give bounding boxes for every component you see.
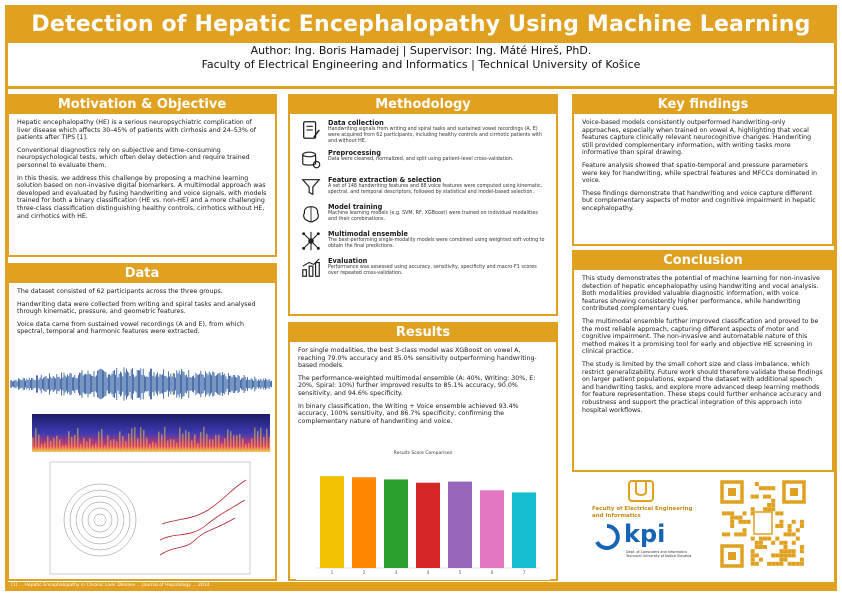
qr-module xyxy=(771,486,775,490)
qr-module xyxy=(767,503,771,507)
spectrogram-band xyxy=(182,434,184,452)
spectrogram-band xyxy=(164,427,166,452)
qr-module xyxy=(779,541,783,545)
qr-module xyxy=(779,511,783,515)
spectrogram-band xyxy=(191,440,193,452)
spectrogram-band xyxy=(50,441,52,452)
spectrogram-band xyxy=(131,428,133,452)
spectrogram-band xyxy=(92,445,94,452)
methodology-panel xyxy=(288,94,558,316)
qr-module xyxy=(779,553,783,557)
chart-tick-label: 7 xyxy=(522,570,526,575)
qr-module xyxy=(763,537,767,541)
hub-nodes-icon xyxy=(300,230,322,252)
qr-module xyxy=(800,562,804,566)
spectrogram-band xyxy=(215,435,217,452)
qr-module xyxy=(730,516,734,520)
qr-module xyxy=(755,545,759,549)
faculty-name: Faculty of Electrical Engineering and Informatics xyxy=(592,506,693,519)
qr-module xyxy=(759,545,763,549)
qr-module xyxy=(771,562,775,566)
qr-module xyxy=(755,553,759,557)
qr-module xyxy=(726,511,730,515)
key-findings-p3: These findings demonstrate that handwriting and voice capture different but complementary aspects of motor and cognitive impairment in hepatic encephalopathy. xyxy=(582,189,816,212)
footer-reference: [1] ... Hepatic Encephalopathy in Chronic Liver Disease ... Journal of Hepatology ... 2014 xyxy=(7,582,835,590)
qr-module xyxy=(755,541,759,545)
spectrogram-band xyxy=(242,438,244,452)
spectrogram-band xyxy=(254,428,256,452)
results-p2: The performance-weighted multimodal ensemble (A: 40%, Writing: 30%, E: 20%, Spiral: 10%) further improved results to 85.1% accuracy, 90.0% sensitivity, and 94.6% specificity. xyxy=(298,374,536,397)
spectrogram-band xyxy=(80,444,82,452)
results-heading: Results xyxy=(290,324,556,342)
method-step-ensemble xyxy=(300,230,546,252)
motivation-heading: Motivation & Objective xyxy=(9,96,275,114)
chart-bar xyxy=(512,492,536,568)
spectrogram-band xyxy=(176,443,178,452)
spectrogram-band xyxy=(59,439,61,452)
qr-module xyxy=(759,541,763,545)
spectrogram-band xyxy=(38,435,40,452)
kpi-subtitle: Dept. of Computers and Informatics Technical University of Košice Slovakia xyxy=(626,550,692,559)
chart-tick-label: 2 xyxy=(362,570,366,575)
spectrogram-band xyxy=(167,440,169,452)
qr-module xyxy=(788,562,792,566)
qr-module xyxy=(784,545,788,549)
qr-module xyxy=(759,486,763,490)
qr-module xyxy=(800,545,804,549)
spectrogram-band xyxy=(251,438,253,452)
qr-module xyxy=(738,532,742,536)
key-findings-body xyxy=(574,114,832,223)
spectrogram-band xyxy=(146,438,148,452)
qr-module xyxy=(751,549,755,553)
qr-module xyxy=(767,486,771,490)
authors-block xyxy=(7,44,835,72)
qr-module xyxy=(779,558,783,562)
data-p3: Voice data came from sustained vowel recordings (A and E), from which spectral, temporal and harmonic features were extracted. xyxy=(17,320,244,336)
qr-module xyxy=(751,537,755,541)
method-title: Evaluation xyxy=(328,257,368,266)
motivation-p3: In this thesis, we address this challenge by proposing a machine learning solution based on non-invasive digital biomarkers. A multimodal approach was developed and evaluated by fusing handwriting and voice signals, with models trained for both a binary classification (HE vs. non-HE) and a more challenging three-class classification distinguishing healthy controls, cirrhotics without HE, and cirrhotics with HE. xyxy=(17,174,267,220)
qr-module xyxy=(796,528,800,532)
kpi-logo-icon xyxy=(594,524,620,550)
motivation-panel xyxy=(7,94,277,257)
handwriting-spiral-plot xyxy=(10,460,272,578)
chart-bar xyxy=(352,477,376,568)
qr-module xyxy=(751,495,755,499)
motivation-p2: Conventional diagnostics rely on subjective and time-consuming neuropsychological tests, which often delay detection and require trained personnel to evaluate them. xyxy=(17,146,250,169)
qr-module xyxy=(775,537,779,541)
method-title: Preprocessing xyxy=(328,149,381,158)
qr-module xyxy=(796,537,800,541)
qr-module xyxy=(734,532,738,536)
qr-module xyxy=(788,532,792,536)
qr-module xyxy=(743,532,747,536)
results-p3: In binary classification, the Writing + Voice ensemble achieved 93.4% accuracy, 100% sensitivity, and 86.7% specificity, confirming the complementary nature of handwriting and voice. xyxy=(298,402,519,425)
qr-module xyxy=(763,495,767,499)
qr-module xyxy=(800,524,804,528)
chart-bar xyxy=(320,476,344,568)
qr-module xyxy=(779,524,783,528)
spectrogram-band xyxy=(158,432,160,452)
qr-module xyxy=(800,520,804,524)
spectrogram-band xyxy=(260,428,262,452)
spectrogram-band xyxy=(134,427,136,452)
spectrogram-band xyxy=(137,438,139,452)
qr-module xyxy=(722,532,726,536)
spectrogram-band xyxy=(47,436,49,452)
spectrogram-band xyxy=(233,435,235,452)
spectrogram-band xyxy=(173,440,175,452)
faculty-line: Faculty of Electrical Engineering and Informatics | Technical University of Košice xyxy=(201,58,641,71)
qr-module xyxy=(767,562,771,566)
spectrogram-band xyxy=(32,438,34,452)
spectrogram-band xyxy=(68,431,70,452)
chart-tick-label: 3 xyxy=(394,570,398,575)
kpi-label: kpi xyxy=(624,520,666,548)
spectrogram-band xyxy=(89,438,91,452)
qr-module xyxy=(743,520,747,524)
results-body xyxy=(290,342,556,435)
spectrogram-band xyxy=(257,431,259,452)
qr-module xyxy=(771,503,775,507)
qr-module xyxy=(779,549,783,553)
chart-tick-label: 4 xyxy=(426,570,430,575)
spectrogram-band xyxy=(122,436,124,452)
spectrogram-band xyxy=(227,429,229,452)
pdf-icon xyxy=(754,512,772,534)
qr-module xyxy=(796,562,800,566)
spectrogram-band xyxy=(263,437,265,452)
qr-module xyxy=(771,541,775,545)
spectrogram-band xyxy=(125,441,127,452)
spectrogram-band xyxy=(197,443,199,452)
faculty-logo-icon xyxy=(626,478,656,504)
qr-module xyxy=(767,507,771,511)
qr-module xyxy=(738,516,742,520)
qr-module xyxy=(767,537,771,541)
spectrogram-band xyxy=(224,438,226,452)
methodology-heading: Methodology xyxy=(290,96,556,114)
qr-module xyxy=(743,511,747,515)
spectrogram-band xyxy=(107,435,109,452)
spectrogram-band xyxy=(170,439,172,452)
conclusion-body xyxy=(574,270,832,424)
brain-network-icon xyxy=(300,203,322,225)
qr-module xyxy=(738,520,742,524)
chart-bar xyxy=(480,490,504,568)
spectrogram-band xyxy=(149,444,151,452)
spectrogram-band xyxy=(77,428,79,452)
chart-tick-label: 1 xyxy=(330,570,334,575)
method-step-feature-extraction xyxy=(300,176,546,198)
method-step-data-collection xyxy=(300,119,546,144)
conclusion-p3: The study is limited by the small cohort size and class imbalance, which restrict generalizability. Future work should therefore validate these findings on larger patient populations, expand the dataset with additional speech and handwriting tasks, and explore more advanced deep learning methods for feature representation. These steps could further enhance accuracy and robustness and support the practical integration of this approach into hospital workflows. xyxy=(582,360,823,414)
chart-bar xyxy=(416,483,440,568)
method-step-model-training xyxy=(300,203,546,225)
spectrogram-band xyxy=(74,435,76,452)
qr-module xyxy=(775,511,779,515)
spectrogram-band xyxy=(98,431,100,452)
spectrogram-band xyxy=(62,445,64,452)
methodology-body xyxy=(290,114,556,289)
key-findings-heading: Key findings xyxy=(574,96,832,114)
method-text: Machine learning models (e.g. SVM, RF, XGBoost) were trained on individual modalities and their combinations. xyxy=(328,211,538,223)
clipboard-pen-icon xyxy=(300,119,322,141)
conclusion-p1: This study demonstrates the potential of machine learning for non-invasive detection of hepatic encephalopathy using handwriting and vocal analysis. Both modalities provided valuable diagnostic information, with voice features showing consistently higher performance, while handwriting contributed complementary cues. xyxy=(582,275,820,313)
qr-module xyxy=(788,528,792,532)
qr-module xyxy=(755,495,759,499)
data-p2: Handwriting data were collected from writing and spiral tasks and analysed through kinematic, pressure, and geometric features. xyxy=(17,300,256,316)
spectrogram-band xyxy=(101,429,103,452)
spectrogram-band xyxy=(155,443,157,452)
spectrogram-band xyxy=(185,430,187,452)
spectrogram-band xyxy=(83,438,85,452)
spectrogram-band xyxy=(236,435,238,452)
key-findings-panel xyxy=(572,94,834,246)
qr-module xyxy=(751,553,755,557)
spectrogram-band xyxy=(110,440,112,452)
data-p1: The dataset consisted of 62 participants across the three groups. xyxy=(17,288,223,295)
spectrogram-band xyxy=(113,439,115,452)
qr-module xyxy=(730,520,734,524)
data-body xyxy=(9,283,275,346)
qr-module xyxy=(792,549,796,553)
spectrogram-band xyxy=(200,432,202,452)
qr-module xyxy=(743,528,747,532)
qr-module xyxy=(779,562,783,566)
qr-module xyxy=(788,553,792,557)
spectrogram-band xyxy=(179,428,181,452)
qr-module xyxy=(747,520,751,524)
method-text: A set of 148 handwriting features and 88 voice features were computed using kinematic, spectral, and temporal descriptors, followed by statistical and model-based selection. xyxy=(328,184,543,196)
spectrogram-band xyxy=(104,445,106,452)
method-step-evaluation xyxy=(300,257,546,279)
qr-module xyxy=(775,553,779,557)
spectrogram-band xyxy=(53,438,55,452)
results-bar-chart xyxy=(296,448,550,580)
qr-module xyxy=(779,520,783,524)
spectrogram-band xyxy=(206,434,208,452)
qr-module xyxy=(792,520,796,524)
qr-module xyxy=(792,532,796,536)
spectrogram-band xyxy=(140,427,142,452)
qr-module xyxy=(734,516,738,520)
qr-module xyxy=(751,558,755,562)
spectrogram-band xyxy=(269,437,271,452)
qr-module xyxy=(784,553,788,557)
logos-block xyxy=(578,476,708,576)
qr-module xyxy=(763,507,767,511)
spectrogram-band xyxy=(65,445,67,452)
method-title: Model training xyxy=(328,203,383,212)
spectrogram-band xyxy=(239,434,241,452)
spectrogram-band xyxy=(188,432,190,452)
spectrogram-band xyxy=(209,439,211,452)
bar-growth-icon xyxy=(300,257,322,279)
chart-title: Results Score Comparison xyxy=(393,451,453,456)
spectrogram-band xyxy=(56,436,58,452)
spectrogram-band xyxy=(266,429,268,452)
qr-module xyxy=(771,553,775,557)
conclusion-heading: Conclusion xyxy=(574,252,832,270)
qr-module xyxy=(784,549,788,553)
voice-waveform-image xyxy=(10,364,272,404)
qr-module xyxy=(792,541,796,545)
qr-module xyxy=(726,532,730,536)
qr-module xyxy=(792,562,796,566)
qr-module xyxy=(788,524,792,528)
qr-code-icon xyxy=(718,478,808,570)
qr-module xyxy=(775,524,779,528)
header-divider xyxy=(7,86,835,89)
spectrogram-band xyxy=(86,442,88,452)
spectrogram-band xyxy=(128,433,130,452)
qr-module xyxy=(751,562,755,566)
spectrogram-band xyxy=(218,435,220,452)
spectrogram-band xyxy=(212,439,214,452)
chart-tick-label: 6 xyxy=(490,570,494,575)
qr-module xyxy=(759,537,763,541)
qr-module xyxy=(784,558,788,562)
method-title: Data collection xyxy=(328,119,384,127)
spectrogram-band xyxy=(143,430,145,452)
spectrogram-image xyxy=(10,408,272,456)
spectrogram-band xyxy=(95,443,97,452)
spectrogram-band xyxy=(194,434,196,452)
spectrogram-band xyxy=(221,444,223,452)
method-text: The best-performing single-modality models were combined using weighted soft voting to obtain the final predictions. xyxy=(328,238,545,250)
qr-module xyxy=(730,511,734,515)
results-p1: For single modalities, the best 3-class model was XGBoost on vowel A, reaching 79.0% accuracy and 85.0% sensitivity outperforming handwriting-based models. xyxy=(298,347,537,370)
funnel-chart-icon xyxy=(300,176,322,198)
spectrogram-band xyxy=(203,427,205,452)
motivation-body xyxy=(9,114,275,230)
method-title: Multimodal ensemble xyxy=(328,230,408,239)
qr-module xyxy=(763,545,767,549)
authors-line: Author: Ing. Boris Hamadej | Supervisor: Ing. Máté Hireš, PhD. xyxy=(250,44,592,57)
method-title: Feature extraction & selection xyxy=(328,176,442,185)
motivation-p1: Hepatic encephalopathy (HE) is a serious neuropsychiatric complication of liver disease which affects 30–45% of patients with cirrhosis and 24–53% of patients after TIPS [1]. xyxy=(17,119,256,142)
data-heading: Data xyxy=(9,265,275,283)
qr-module xyxy=(763,486,767,490)
spectrogram-band xyxy=(116,441,118,452)
chart-tick-label: 5 xyxy=(458,570,462,575)
spectrogram-band xyxy=(44,443,46,452)
qr-module xyxy=(771,507,775,511)
qr-module xyxy=(722,511,726,515)
qr-module xyxy=(755,562,759,566)
qr-module xyxy=(759,558,763,562)
qr-module xyxy=(775,562,779,566)
database-gear-icon xyxy=(300,149,322,171)
key-findings-p2: Feature analysis showed that spatio-temporal and pressure parameters were key for handwriting, while spectral features and MFCCs dominated in voice. xyxy=(582,161,818,185)
poster-title: Detection of Hepatic Encephalopathy Using Machine Learning xyxy=(7,7,835,43)
qr-module xyxy=(771,499,775,503)
method-text: Data were cleaned, normalized, and split using patient-level cross-validation. xyxy=(328,157,514,163)
spectrogram-band xyxy=(41,444,43,452)
key-findings-p1: Voice-based models consistently outperformed handwriting-only approaches, especially when trained on vowel A, highlighting that vocal features capture clinically relevant neurocognitive changes. Handwriting still provided complementary information, with writing tasks more informative than spiral drawing. xyxy=(582,119,812,157)
spectrogram-band xyxy=(71,437,73,452)
qr-module xyxy=(730,524,734,528)
qr-module xyxy=(755,482,759,486)
spectrogram-band xyxy=(161,434,163,452)
qr-module xyxy=(788,549,792,553)
qr-module xyxy=(792,553,796,557)
method-text: Handwriting signals from writing and spiral tasks and sustained vowel recordings (A, E) were acquired from 62 participants, including healthy controls and cirrhotic patients with and without HE. xyxy=(328,127,542,144)
spectrogram-band xyxy=(248,443,250,452)
spectrogram-band xyxy=(152,442,154,452)
qr-module xyxy=(784,541,788,545)
spectrogram-band xyxy=(119,431,121,452)
method-text: Performance was assessed using accuracy, sensitivity, specificity and macro-F1 scores over repeated cross-validation. xyxy=(328,265,537,277)
spectrogram-band xyxy=(245,444,247,452)
chart-bar xyxy=(448,482,472,568)
qr-module xyxy=(800,549,804,553)
method-step-preprocessing xyxy=(300,149,546,171)
qr-module xyxy=(751,507,755,511)
spectrogram-band xyxy=(230,431,232,452)
qr-module xyxy=(767,495,771,499)
qr-module xyxy=(784,532,788,536)
conclusion-p2: The multimodal ensemble further improved classification and proved to be the most reliable approach, capturing different aspects of motor and cognitive impairment. The non-invasive and automatable nature of this method makes it a promising tool for early and objective HE screening in clinical practice. xyxy=(582,317,819,356)
conclusion-panel xyxy=(572,250,834,472)
chart-bar xyxy=(384,479,408,568)
qr-module xyxy=(800,558,804,562)
spectrogram-band xyxy=(35,428,37,452)
